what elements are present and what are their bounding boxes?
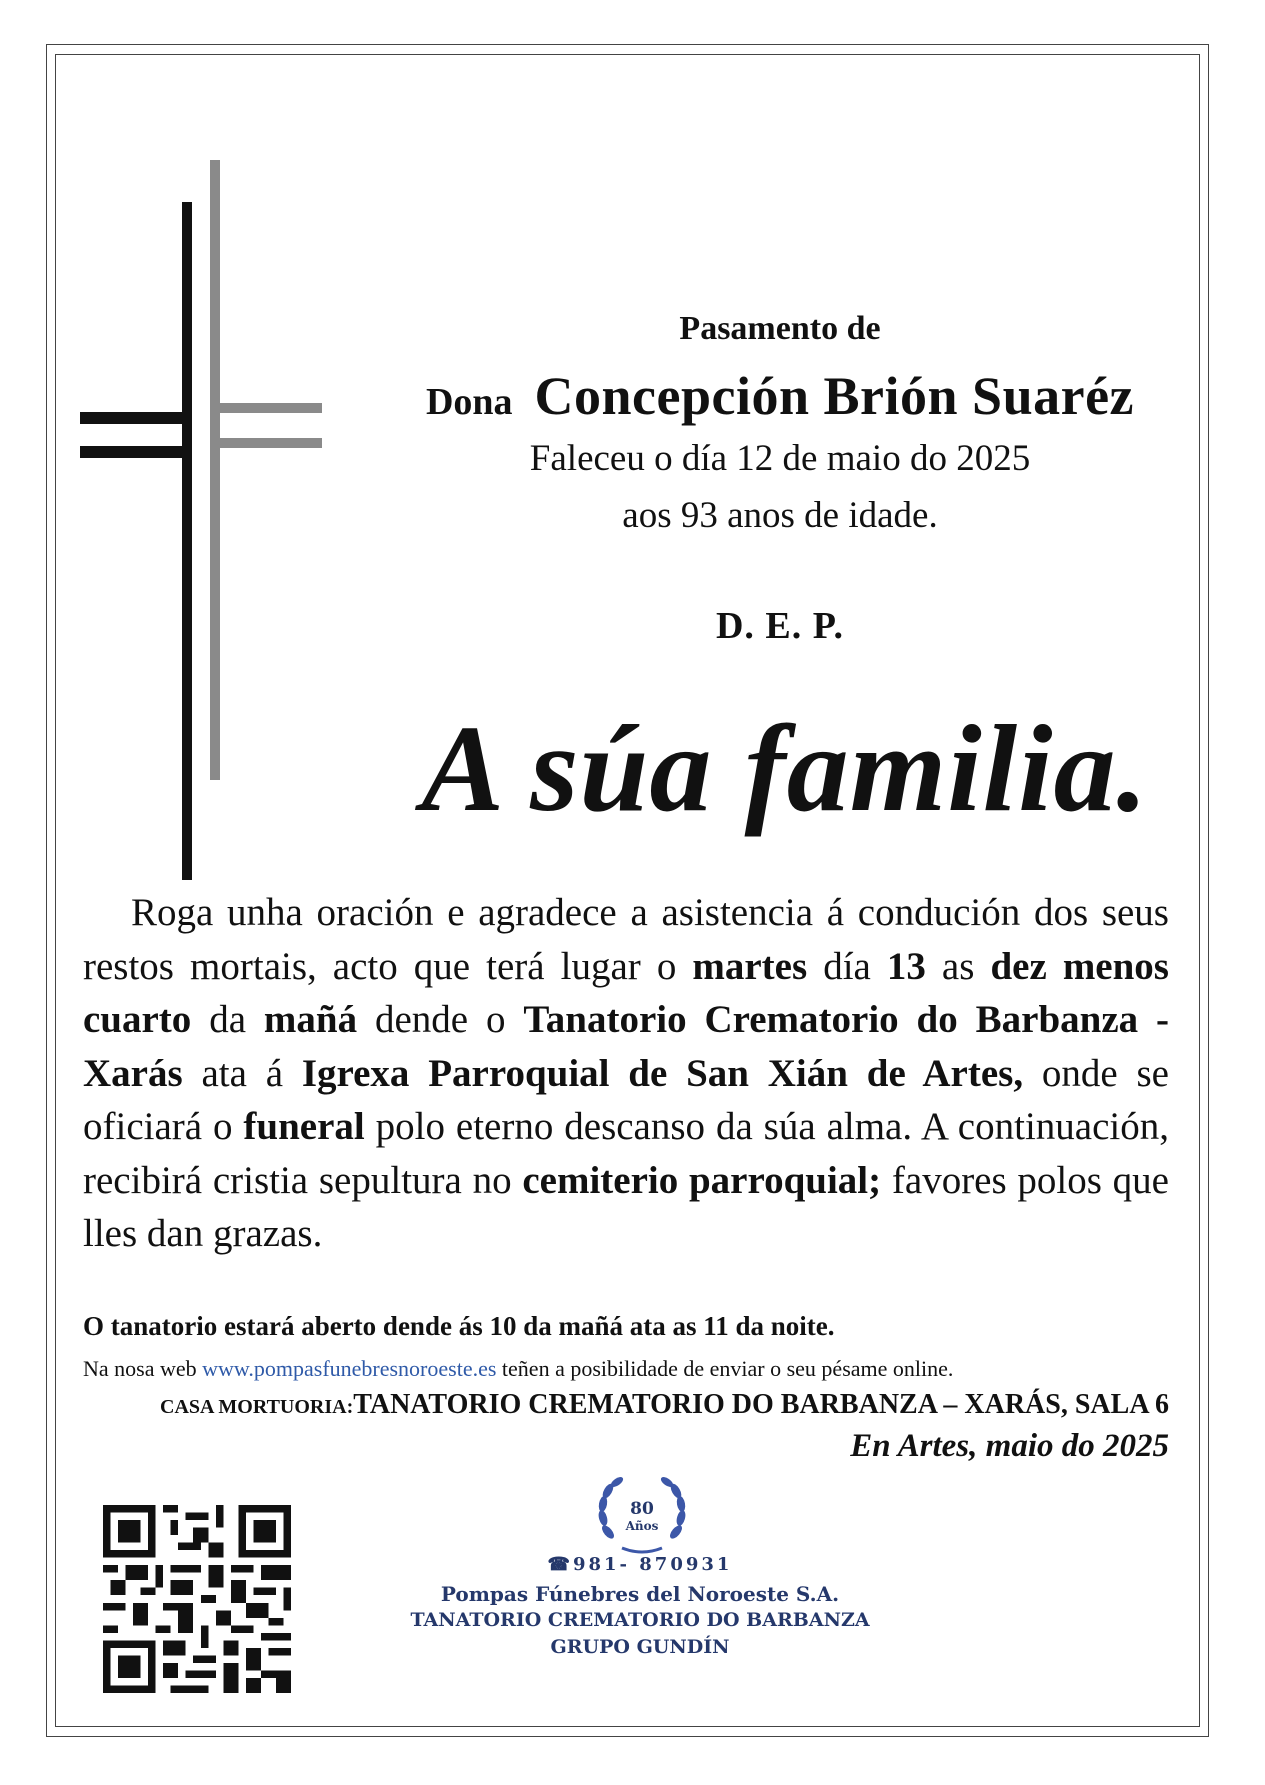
logo-word: Años bbox=[625, 1519, 659, 1533]
tanatorio-hours: O tanatorio estará aberto dende ás 10 da mañá ata as 11 da noite. bbox=[83, 1311, 835, 1341]
funeral-home-line bbox=[83, 1389, 1169, 1421]
deceased-name-line bbox=[340, 365, 1220, 427]
laurel-80-years-logo bbox=[592, 1470, 692, 1558]
web-link[interactable]: www.pompasfunebresnoroeste.es bbox=[202, 1356, 497, 1381]
company-line-3: GRUPO GUNDÍN bbox=[550, 1636, 730, 1658]
death-date: Faleceu o día 12 de maio do 2025 bbox=[529, 438, 1031, 479]
place-date: En Artes, maio do 2025 bbox=[850, 1428, 1169, 1464]
deceased-name: Concepción Brión Suaréz bbox=[534, 366, 1135, 426]
phone-icon: ☎ bbox=[547, 1554, 573, 1575]
logo-number: 80 bbox=[630, 1499, 654, 1519]
family-heading: A súa familia. bbox=[421, 700, 1149, 837]
casa-label: CASA MORTUORIA: bbox=[160, 1396, 354, 1418]
age: aos 93 anos de idade. bbox=[622, 495, 938, 536]
web-line: Na nosa web www.pompasfunebresnoroeste.es teñen a posibilidade de enviar o seu pésame online. bbox=[83, 1356, 954, 1381]
phone-line bbox=[380, 1554, 900, 1575]
company-line-2: TANATORIO CREMATORIO DO BARBANZA bbox=[410, 1609, 870, 1631]
rip-text: D. E. P. bbox=[715, 605, 844, 647]
title-prefix: Dona bbox=[425, 381, 513, 423]
phone-number: 981- 870931 bbox=[572, 1554, 733, 1575]
cross-icon bbox=[80, 160, 325, 880]
body-paragraph: Roga unha oración e agradece a asistencia á condución dos seus restos mortais, acto que terá lugar o martes día 13 as dez menos cuarto da mañá dende o Tanatorio Crematorio do Barbanza - Xarás ata á Igrexa Parroquial de San Xián de Artes, onde se oficiará o funeral polo eterno descanso da súa alma. A continuación, recibirá cristia sepultura no cemiterio parroquial; favores polos que lles dan grazas. bbox=[83, 891, 1170, 1255]
casa-value: TANATORIO CREMATORIO DO BARBANZA – XARÁS, SALA 6 bbox=[353, 1389, 1169, 1420]
notice-heading: Pasamento de bbox=[679, 310, 881, 347]
company-name: Pompas Fúnebres del Noroeste S.A. bbox=[440, 1582, 840, 1606]
qr-code bbox=[103, 1505, 291, 1693]
